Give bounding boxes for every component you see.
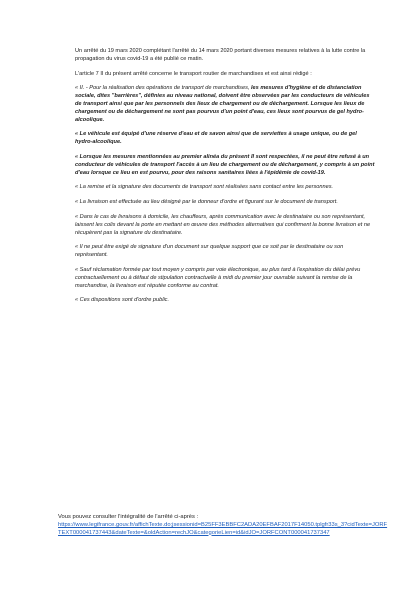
quote-paragraph-7: « Il ne peut être exigé de signature d'un document sur quelque support que ce soit par le destinataire ou son représentant. [75, 244, 344, 259]
quote-paragraph-2: « Le véhicule est équipé d'une réserve d'eau et de savon ainsi que de serviettes à usage unique, ou de gel hydro-alcoolique. [75, 131, 357, 146]
article-intro-paragraph: L'article 7 II du présent arrêté concerne le transport routier de marchandises et est ainsi rédigé : [75, 70, 312, 77]
quote-paragraph-6: « Dans le cas de livraisons à domicile, les chauffeurs, après communication avec le destinataire ou son représentant, laissent les colis devant la porte en mettant en œuvre des méthodes alternatives qui confirment la bonne livraison et ne récupèrent pas la signature du destinataire. [75, 213, 371, 236]
quote-1-prefix: « II. - Pour la réalisation des opérations de transport de marchandises, [75, 85, 251, 92]
intro-paragraph: Un arrêté du 19 mars 2020 complétant l'arrêté du 14 mars 2020 portant diverses mesures relatives à la lutte contre la propagation du virus covid-19 a été publié ce matin. [75, 48, 366, 62]
footer-section [58, 514, 388, 537]
quote-paragraph-9: « Ces dispositions sont d'ordre public. [75, 297, 170, 304]
quote-paragraph-1 [75, 85, 375, 124]
quote-paragraph-5: « La livraison est effectuée au lieu désigné par le donneur d'ordre et figurant sur le document de transport. [75, 199, 338, 206]
quote-paragraph-4: « La remise et la signature des documents de transport sont réalisées sans contact entre les personnes. [75, 184, 334, 191]
quote-paragraph-3: « Lorsque les mesures mentionnées au premier alinéa du présent II sont respectées, il ne peut être refusé à un conducteur de véhicules de transport l'accès à un lieu de chargement ou de déchargement, y compris à un point d'eau lorsque ce lieu en est pourvu, pour des raisons sanitaires liées à l'épidémie de covid-19. [75, 153, 375, 176]
quote-paragraph-8: « Sauf réclamation formée par tout moyen y compris par voie électronique, au plus tard à l'expiration du délai prévu contractuellement ou à défaut de stipulation contractuelle à midi du premier jour ouvrable suivant la remise de la marchandise, la livraison est réputée conforme au contrat. [75, 266, 361, 289]
legifrance-link[interactable]: https://www.legifrance.gouv.fr/affichTexte.do;jsessionid=B25FF3EBBFC2ADA20EFBAF2017F14050.tplgfr33s_3?cidTexte=JORFTEXT000041737443&dateTexte=&oldAction=rechJO&categorieLien=id&idJO=JORFCONT000041737347 [58, 521, 388, 536]
footer-text: Vous pouvez consulter l'intégralité de l'arrêté ci-après : [58, 514, 199, 520]
quote-1-bold: les mesures d'hygiène et de distanciation sociale, dites "barrières", définies au niveau national, doivent être observées par les conducteurs de véhicules de transport ainsi que par les personnels des lieux de chargement ou de déchargement. Lorsque les lieux de chargement ou de déchargement ne sont pas pourvus d'un point d'eau, ces lieux sont pourvus de gel hydro-alcoolique. [75, 85, 370, 123]
document-body [75, 48, 375, 312]
